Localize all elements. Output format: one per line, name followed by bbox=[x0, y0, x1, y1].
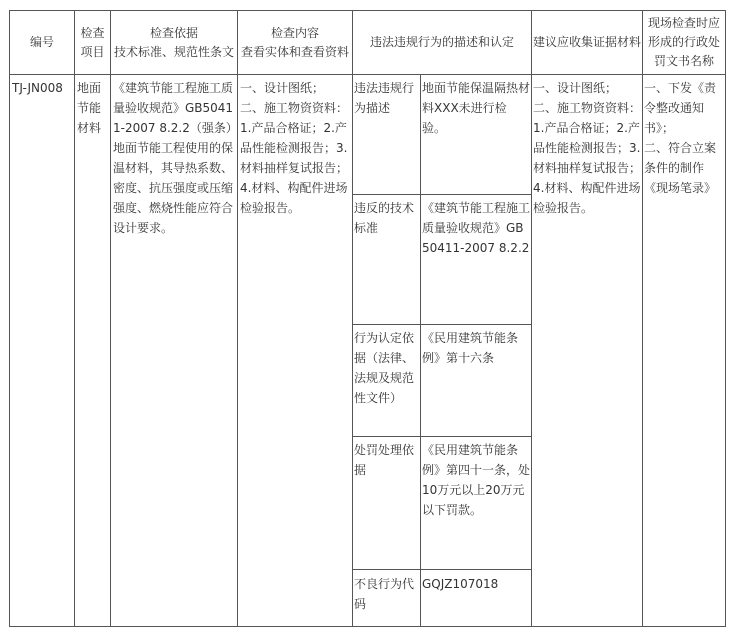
table-border-left bbox=[9, 10, 10, 627]
violation-row-divider bbox=[352, 569, 531, 570]
header-document: 现场检查时应 形成的行政处 罚文书名称 bbox=[647, 16, 720, 68]
header-divider bbox=[9, 74, 726, 75]
col-divider bbox=[352, 10, 353, 627]
violation-row-divider bbox=[352, 436, 531, 437]
violation-label-code: 不良行为代码 bbox=[354, 577, 415, 611]
violation-row-divider bbox=[352, 194, 531, 195]
table-border-right bbox=[725, 10, 726, 627]
violation-label-penalty: 处罚处理依据 bbox=[354, 443, 415, 477]
violation-row-divider bbox=[352, 324, 531, 325]
header-item: 检查 项目 bbox=[80, 25, 105, 59]
row-content: 一、设计图纸； 二、施工物资资料：1.产品合格证；2.产品性能检测报告；3.材料抽样复试报告；4.材料、构配件进场检验报告。 bbox=[240, 81, 349, 215]
violation-value-basis: 《民用建筑节能条例》第十六条 bbox=[422, 331, 519, 365]
col-divider bbox=[74, 10, 75, 627]
col-divider bbox=[110, 10, 111, 627]
header-id: 编号 bbox=[29, 35, 54, 49]
row-basis: 《建筑节能工程施工质量验收规范》GB50411-2007 8.2.2（强条）地面节能工程使用的保温材料，其导热系数、密度、抗压强度或压缩强度、燃烧性能应符合设计要求。 bbox=[113, 81, 234, 235]
row-document: 一、下发《责令整改通知书》； 二、符合立案条件的制作《现场笔录》 bbox=[644, 81, 717, 195]
violation-value-description: 地面节能保温隔热材料XXX未进行检验。 bbox=[422, 81, 530, 135]
header-violation: 违法违规行为的描述和认定 bbox=[369, 35, 514, 49]
table-border-bottom bbox=[9, 626, 726, 627]
violation-value-standard: 《建筑节能工程施工质量验收规范》GB50411-2007 8.2.2 bbox=[422, 201, 530, 255]
violation-value-code: GQJZ107018 bbox=[422, 577, 499, 591]
violation-label-description: 违法违规行为描述 bbox=[354, 81, 415, 115]
row-evidence: 一、设计图纸； 二、施工物资资料：1.产品合格证；2.产品性能检测报告；3.材料抽样复试报告；4.材料、构配件进场检验报告。 bbox=[533, 81, 641, 215]
violation-label-standard: 违反的技术标准 bbox=[354, 201, 415, 235]
header-content: 检查内容 查看实体和查看资料 bbox=[240, 25, 349, 59]
row-id: TJ-JN008 bbox=[12, 81, 63, 95]
violation-value-penalty: 《民用建筑节能条例》第四十一条，处10万元以上20万元以下罚款。 bbox=[422, 443, 530, 517]
col-divider bbox=[531, 10, 532, 627]
header-evidence: 建议应收集证据材料 bbox=[532, 35, 641, 49]
col-divider bbox=[420, 75, 421, 627]
violation-label-basis: 行为认定依据（法律、法规及规范性文件） bbox=[354, 331, 415, 405]
col-divider bbox=[237, 10, 238, 627]
row-item: 地面 节能 材料 bbox=[77, 81, 102, 135]
col-divider bbox=[642, 10, 643, 627]
header-basis: 检查依据 技术标准、规范性条文 bbox=[113, 25, 234, 59]
